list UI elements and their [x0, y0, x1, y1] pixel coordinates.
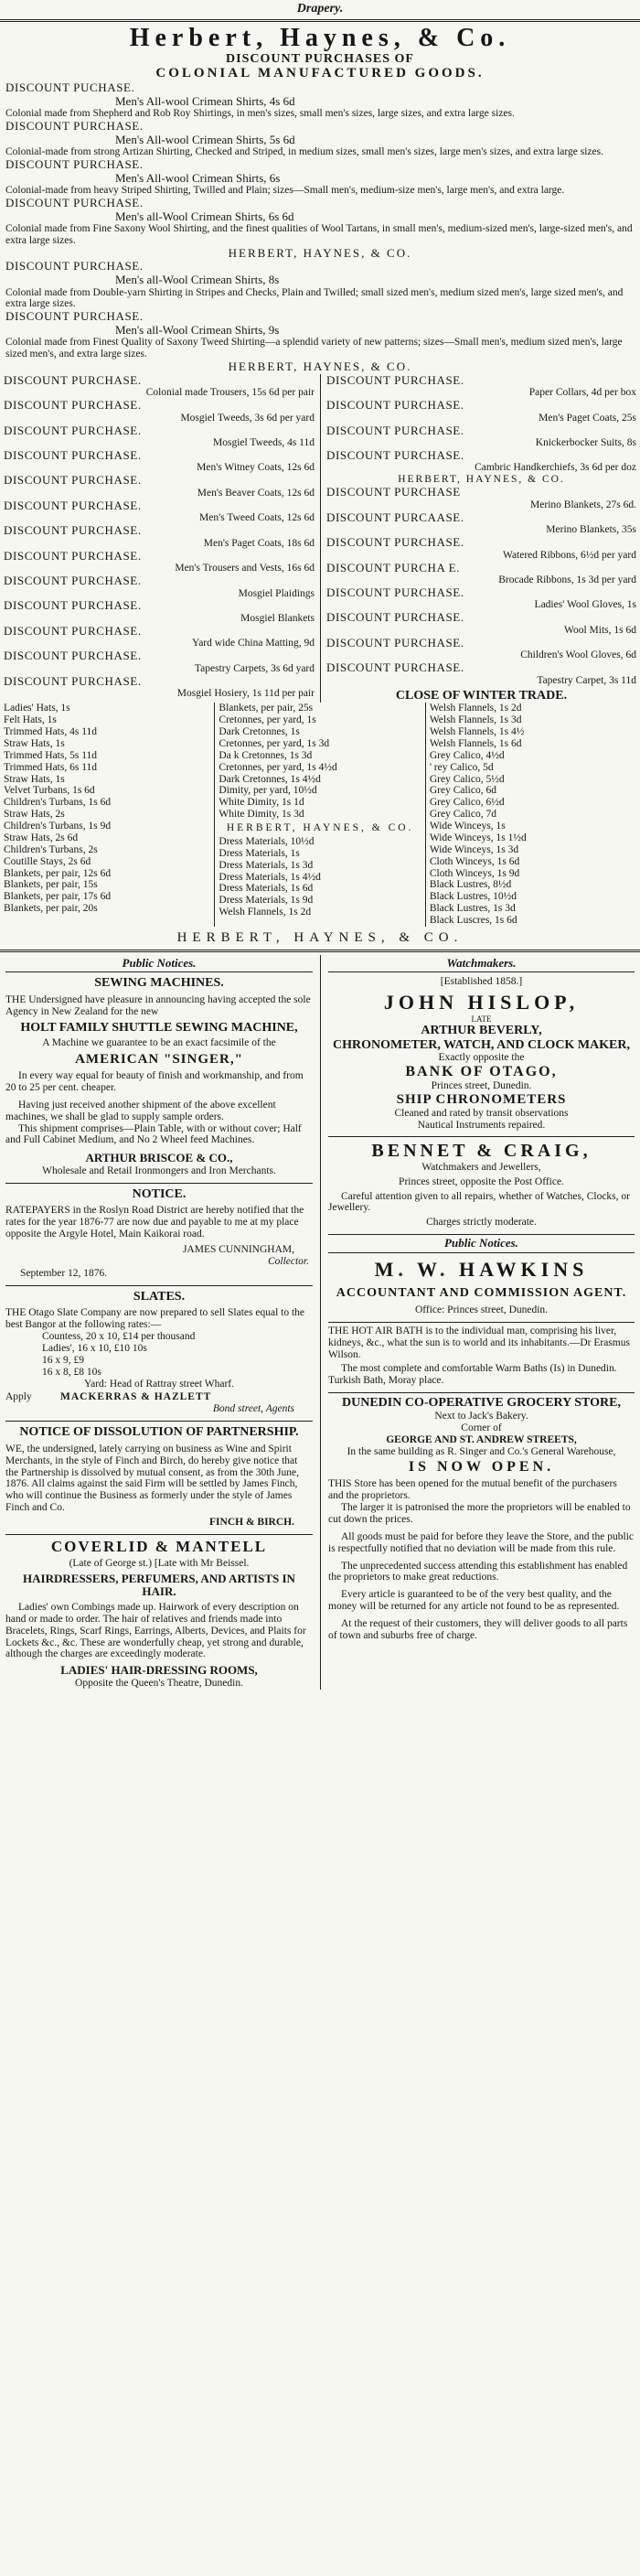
winter-item: White Dimity, 1s 3d	[219, 809, 304, 821]
winter-item: Dress Materials, 1s 4½d	[219, 871, 321, 883]
winter-item: Velvet Turbans, 1s 6d	[4, 785, 95, 797]
slates-agents: MACKERRAS & HAZLETT	[60, 1391, 212, 1403]
winter-item: Straw Hats, 2s	[4, 809, 65, 821]
hislop-ship: SHIP CHRONOMETERS	[396, 1091, 567, 1107]
dp-heading: DISCOUNT PURCHASE.	[5, 119, 144, 134]
dp-heading: DISCOUNT PURCHASE.	[4, 623, 142, 638]
rule	[5, 971, 313, 972]
coop-title: DUNEDIN CO-OPERATIVE GROCERY STORE,	[342, 1396, 621, 1411]
hislop-est: [Established 1858.]	[440, 976, 523, 988]
dp-desc: Colonial-made from heavy Striped Shirting, Twilled and Plain; sizes—Small men's, medium-size men's, large men's, and extra large.	[5, 185, 565, 197]
dp-heading: DISCOUNT PURCHASE.	[5, 309, 144, 324]
coop-p3: All goods must be paid for before they leave the Store, and the public is respectfully notified that no deviation will be made from this rule.	[328, 1530, 634, 1554]
winter-item: Wide Winceys, 1s	[429, 821, 506, 832]
lower-left-column	[5, 955, 320, 1690]
coop-streets: GEORGE AND ST. ANDREW STREETS,	[386, 1433, 577, 1445]
slates-title: SLATES.	[133, 1289, 186, 1304]
winter-item: Welsh Flannels, 1s 6d	[429, 737, 522, 749]
dp-heading: DISCOUNT PURCHASE.	[326, 660, 464, 675]
winter-item: Welsh Flannels, 1s 4½	[429, 726, 525, 738]
dp-heading: DISCOUNT PURCHASE.	[326, 610, 464, 625]
winter-item: Wide Winceys, 1s 1½d	[429, 832, 527, 843]
coop-same: In the same building as R. Singer and Co.'s General Warehouse,	[347, 1445, 616, 1457]
winter-item: White Dimity, 1s 1d	[219, 797, 304, 809]
winter-item: Black Lustres, 8½d	[429, 879, 512, 891]
winter-item: Dress Materials, 1s 3d	[219, 859, 314, 871]
sewing-p2: A Machine we guarantee to be an exact facsimile of the	[42, 1037, 276, 1049]
hotair-body: THE HOT AIR BATH is to the individual man, comprising his liver, kidneys, &c., what the sun is to world and its inhabitants.—Dr Erasmus Wilson.	[328, 1325, 630, 1360]
dp-item: Men's Witney Coats, 12s 6d	[197, 462, 315, 474]
coverlid-title: COVERLID & MANTELL	[50, 1537, 268, 1555]
dp-left-column	[4, 374, 320, 703]
coverlid-rooms: LADIES' HAIR-DRESSING ROOMS,	[60, 1663, 258, 1678]
hhc-title: Herbert, Haynes, & Co.	[129, 23, 511, 52]
dp-item: Wool Mits, 1s 6d	[564, 624, 636, 636]
hislop-late-name: ARTHUR BEVERLY,	[421, 1023, 542, 1037]
winter-item: Dress Materials, 1s 9d	[219, 895, 314, 907]
coverlid-late: (Late of George st.) [Late with Mr Beissel.	[69, 1557, 250, 1569]
coop-p1: THIS Store has been opened for the mutual benefit of the purchasers and the proprietors.	[328, 1478, 617, 1502]
dp-item: Men's Paget Coats, 25s	[539, 412, 636, 424]
winter-item: Black Lustres, 10½d	[429, 891, 517, 903]
winter-item: Black Lustres, 1s 3d	[429, 903, 516, 915]
dp-heading: DISCOUNT PUCHASE.	[5, 80, 135, 95]
dp-item: Paper Collars, 4d per box	[528, 387, 636, 399]
winter-item: Grey Calico, 6½d	[429, 797, 505, 809]
winter-item: Cretonnes, per yard, 1s 3d	[219, 737, 330, 749]
hotair-body2: The most complete and comfortable Warm Baths (Is) in Dunedin. Turkish Bath, Moray place.	[328, 1363, 617, 1387]
dp-columns	[0, 374, 640, 703]
winter-column-1	[4, 703, 214, 927]
rule	[328, 1234, 635, 1235]
dp-desc: Colonial-made from strong Artizan Shirting, Checked and Striped, in medium sizes, small men's sizes, large men's sizes, and extra large sizes.	[5, 146, 603, 158]
winter-item: Straw Hats, 1s	[4, 737, 65, 749]
notice-name: JAMES CUNNINGHAM,	[182, 1243, 294, 1255]
dp-desc: Colonial made from Finest Quality of Saxony Tweed Shirting—a splendid variety of new patterns; sizes—Small men's, medium sized men's, large sized men's, and extra large sizes.	[5, 337, 623, 360]
public-notices-heading: Public Notices.	[122, 955, 197, 970]
sewing-firm: ARTHUR BRISCOE & CO.,	[85, 1151, 233, 1165]
dp-heading: DISCOUNT PURCHASE.	[326, 398, 464, 413]
dp-item: Men's Tweed Coats, 12s 6d	[199, 512, 315, 524]
hislop-exact: Exactly opposite the	[438, 1052, 525, 1064]
dp-heading: DISCOUNT PURCHASE.	[4, 473, 142, 488]
slates-row: 16 x 9, £9	[42, 1354, 84, 1366]
hislop-advert	[328, 976, 635, 1131]
winter-item: Black Luscres, 1s 6d	[429, 915, 517, 927]
winter-item: Welsh Flannels, 1s 2d	[219, 907, 312, 918]
winter-c2-firm: HERBERT, HAYNES, & CO.	[226, 822, 414, 834]
dissolution-body: WE, the undersigned, lately carrying on business as Wine and Spirit Merchants, in the style of Finch and Birch, do hereby give notice that the Partnership is dissolved by mutual consent, as from the 30th June, 1876. All claims against the said Firm will be settled by James Finch, who will continue the Business as formerly under the style of James Finch and Co.	[5, 1443, 299, 1514]
hislop-naut: Nautical Instruments repaired.	[417, 1119, 546, 1131]
slates-body: THE Otago Slate Company are now prepared to sell Slates equal to the best Bangor at the following rates:—	[5, 1307, 305, 1331]
hislop-late: LATE	[471, 1014, 492, 1024]
hawkins-role: ACCOUNTANT AND COMMISSION AGENT.	[336, 1286, 627, 1301]
dp-item: Mosgiel Blankets	[240, 613, 315, 625]
dp-item: Men's all-Wool Crimean Shirts, 9s	[115, 322, 280, 337]
hhc-blocks	[5, 81, 635, 374]
dissolution-advert	[5, 1425, 313, 1529]
bennet-name: BENNET & CRAIG,	[371, 1141, 592, 1162]
hhc-sub2: COLONIAL MANUFACTURED GOODS.	[155, 66, 485, 81]
dp-heading: DISCOUNT PURCHASE.	[4, 649, 142, 663]
rule	[328, 971, 635, 972]
dp-item: Tapestry Carpet, 3s 11d	[537, 674, 636, 686]
winter-item: Wide Winceys, 1s 3d	[429, 843, 519, 855]
dp-item: Men's Beaver Coats, 12s 6d	[197, 487, 315, 499]
dp-heading: DISCOUNT PURCHASE.	[326, 372, 464, 387]
winter-item: Dress Materials, 10½d	[219, 835, 315, 847]
dp-heading: DISCOUNT PURCHASE.	[326, 447, 464, 462]
winter-item: Dark Cretonnes, 1s 4½d	[219, 773, 321, 785]
dp-heading: DISCOUNT PURCHASE.	[5, 157, 144, 172]
firm-bottom: HERBERT, HAYNES, & CO.	[176, 929, 464, 945]
hhc-sub1: DISCOUNT PURCHASES OF	[226, 51, 414, 66]
winter-item: Children's Turbans, 1s 9d	[4, 821, 112, 832]
winter-item: Grey Calico, 6d	[429, 785, 496, 797]
dp-item: Tapestry Carpets, 3s 6d yard	[194, 662, 315, 674]
dp-firm-line: HERBERT, HAYNES, & CO.	[398, 474, 565, 486]
dp-item: Men's All-wool Crimean Shirts, 5s 6d	[115, 132, 295, 146]
winter-item: Straw Hats, 1s	[4, 773, 65, 785]
lower-section	[0, 955, 640, 1690]
winter-item: Cloth Winceys, 1s 6d	[429, 855, 520, 867]
dp-heading: DISCOUNT PURCHASE	[326, 485, 461, 499]
coop-p5: Every article is guaranteed to be of the very best quality, and the money will be returned for any article not found to be as represented.	[328, 1589, 620, 1613]
slates-advert	[5, 1290, 313, 1416]
hislop-bank: BANK OF OTAGO,	[405, 1064, 558, 1080]
dp-heading: DISCOUNT PURCHASE.	[4, 523, 142, 538]
winter-columns	[0, 703, 640, 927]
slates-yard: Yard: Head of Rattray street Wharf.	[83, 1378, 235, 1390]
hawkins-office: Office: Princes street, Dunedin.	[414, 1304, 549, 1315]
winter-item: Children's Turbans, 2s	[4, 843, 98, 855]
notice-role: Collector.	[267, 1255, 309, 1267]
dp-right-list	[326, 374, 636, 687]
sewing-advert	[5, 976, 313, 1176]
slates-row: Countess, 20 x 10, £14 per thousand	[42, 1331, 196, 1343]
dp-heading: DISCOUNT PURCHASE.	[4, 398, 142, 413]
rule	[328, 1252, 635, 1253]
hawkins-advert	[328, 1259, 635, 1316]
dissolution-title: NOTICE OF DISSOLUTION OF PARTNERSHIP.	[19, 1425, 299, 1440]
dp-heading: DISCOUNT PURCHASE.	[5, 259, 144, 274]
rule	[0, 19, 640, 22]
dp-heading: DISCOUNT PURCHASE.	[4, 673, 142, 688]
dp-item: Cambric Handkerchiefs, 3s 6d per doz	[475, 462, 636, 474]
rule	[328, 1392, 635, 1393]
sewing-title: SEWING MACHINES.	[94, 976, 224, 991]
dp-item: Yard wide China Matting, 9d	[192, 638, 315, 649]
rule	[5, 1183, 313, 1184]
winter-column-3	[425, 703, 636, 927]
winter-c2b-list	[219, 836, 421, 918]
slates-row: 16 x 8, £8 10s	[42, 1366, 101, 1378]
winter-item: Blankets, per pair, 12s 6d	[4, 867, 112, 879]
dp-item: Brocade Ribbons, 1s 3d per yard	[498, 574, 636, 586]
hotair-advert	[328, 1326, 635, 1387]
dp-heading: DISCOUNT PURCAASE.	[326, 510, 464, 524]
dp-item: Men's Trousers and Vests, 16s 6d	[175, 563, 315, 574]
slates-rows	[5, 1331, 313, 1379]
rule	[328, 1322, 635, 1323]
winter-item: Trimmed Hats, 6s 11d	[4, 761, 98, 773]
winter-item: Blankets, per pair, 20s	[4, 903, 98, 915]
dp-item: Men's All-wool Crimean Shirts, 6s	[115, 170, 281, 185]
dp-item: Mosgiel Tweeds, 3s 6d per yard	[180, 412, 315, 424]
hhc-top-advert	[0, 25, 640, 374]
dp-right-column	[320, 374, 636, 703]
dp-item: Watered Ribbons, 6½d per yard	[503, 549, 636, 561]
winter-item: Cretonnes, per yard, 1s	[219, 714, 316, 726]
watchmakers-heading: Watchmakers.	[446, 955, 517, 970]
dp-desc: Colonial made from Double-yarn Shirting in Stripes and Checks, Plain and Twilled; small sized men's, medium sized men's, large sized men's, and extra large sizes.	[5, 286, 624, 310]
bennet-advert	[328, 1141, 635, 1229]
winter-column-2	[214, 703, 424, 927]
notice-advert	[5, 1187, 313, 1280]
dp-item: Children's Wool Gloves, 6d	[520, 649, 636, 661]
hislop-clean: Cleaned and rated by transit observations	[394, 1107, 569, 1119]
winter-item: Cretonnes, per yard, 1s 4½d	[219, 761, 337, 773]
winter-item: Coutille Stays, 2s 6d	[4, 855, 91, 867]
dp-item: Men's Paget Coats, 18s 6d	[203, 537, 315, 549]
sewing-american: AMERICAN "SINGER,"	[75, 1052, 243, 1068]
sewing-p1: THE Undersigned have pleasure in announcing having accepted the sole Agency in New Zealand for the new	[5, 993, 311, 1017]
hhc-firm-line: HERBERT, HAYNES, & CO.	[228, 245, 412, 260]
sewing-p5: This shipment comprises—Plain Table, with or without cover; Half and Full Cabinet Medium, and No 2 Wheel feed Machines.	[5, 1122, 302, 1146]
dp-item: Men's All-wool Crimean Shirts, 4s 6d	[115, 93, 295, 108]
notice-title: NOTICE.	[132, 1186, 187, 1201]
winter-item: Trimmed Hats, 5s 11d	[4, 749, 98, 761]
dp-heading: DISCOUNT PURCHASE.	[5, 196, 144, 210]
rule	[5, 1285, 313, 1286]
dp-item: Colonial made Trousers, 15s 6d per pair	[145, 387, 315, 399]
sewing-p3: In every way equal for beauty of finish and workmanship, and from 20 to 25 per cent. cheaper.	[5, 1070, 304, 1093]
dp-heading: DISCOUNT PURCHA E.	[326, 560, 460, 574]
winter-item: ' rey Calico, 5d	[429, 761, 494, 773]
winter-item: Welsh Flannels, 1s 2d	[429, 703, 522, 714]
dp-item: Ladies' Wool Gloves, 1s	[534, 599, 636, 611]
winter-item: Welsh Flannels, 1s 3d	[429, 714, 522, 726]
bennet-addr: Princes street, opposite the Post Office.	[399, 1175, 564, 1187]
winter-item: Blankets, per pair, 15s	[4, 879, 98, 891]
dp-item: Mosgiel Tweeds, 4s 11d	[213, 437, 315, 449]
coop-p2: The larger it is patronised the more the proprietors will be enabled to cut down the prices.	[328, 1502, 631, 1525]
winter-item: Dress Materials, 1s 6d	[219, 883, 314, 895]
winter-item: Felt Hats, 1s	[4, 714, 57, 726]
winter-item: Blankets, per pair, 25s	[219, 703, 314, 714]
notice-body: RATEPAYERS in the Roslyn Road District are hereby notified that the rates for the year 1876-77 are now due and payable to me at my place opposite the Argyle Hotel, Main Kaikorai road.	[5, 1205, 304, 1240]
hislop-trade: CHRONOMETER, WATCH, AND CLOCK MAKER,	[332, 1037, 630, 1052]
winter-item: Da k Cretonnes, 1s 3d	[219, 749, 313, 761]
rule	[0, 950, 640, 952]
dp-item: Mosgiel Hosiery, 1s 11d per pair	[176, 688, 315, 700]
winter-item: Trimmed Hats, 4s 11d	[4, 726, 98, 738]
winter-item: Dark Cretonnes, 1s	[219, 726, 300, 738]
dp-item: Knickerbocker Suits, 8s	[535, 437, 636, 449]
rule	[5, 1421, 313, 1422]
dp-heading: DISCOUNT PURCHASE.	[326, 585, 464, 599]
notice-date: September 12, 1876.	[20, 1267, 108, 1279]
dp-heading: DISCOUNT PURCHASE.	[326, 535, 464, 550]
winter-item: Grey Calico, 7d	[429, 809, 496, 821]
hislop-name: JOHN HISLOP,	[383, 991, 580, 1014]
winter-item: Children's Turbans, 1s 6d	[4, 797, 112, 809]
winter-title: CLOSE OF WINTER TRADE.	[395, 688, 568, 703]
rule	[5, 1534, 313, 1535]
coop-next: Next to Jack's Bakery.	[434, 1410, 528, 1422]
dp-desc: Colonial made from Fine Saxony Wool Shirting, and the finest qualities of Wool Tartans, in small men's, medium-sized men's, large-sized men's, and extra large sizes.	[5, 223, 633, 247]
dp-heading: DISCOUNT PURCHASE.	[4, 447, 142, 462]
coverlid-sub: HAIRDRESSERS, PERFUMERS, AND ARTISTS IN HAIR.	[23, 1571, 295, 1599]
hislop-addr: Princes street, Dunedin.	[431, 1079, 532, 1091]
bennet-charges: Charges strictly moderate.	[426, 1217, 537, 1229]
dp-heading: DISCOUNT PURCHASE.	[326, 423, 464, 437]
dp-heading: DISCOUNT PURCHASE.	[326, 635, 464, 649]
winter-item: Dimity, per yard, 10½d	[219, 785, 317, 797]
dissolution-firm: FINCH & BIRCH.	[209, 1517, 294, 1529]
section-heading-drapery: Drapery.	[296, 2, 344, 16]
coop-corner: Corner of	[461, 1422, 502, 1433]
dp-heading: DISCOUNT PURCHASE.	[4, 423, 142, 437]
dp-heading: DISCOUNT PURCHASE.	[4, 548, 142, 563]
dp-item: Men's all-Wool Crimean Shirts, 6s 6d	[115, 209, 294, 223]
sewing-p4: Having just received another shipment of the above excellent machines, we shall be glad to supply sample orders.	[5, 1099, 276, 1122]
dp-item: Mosgiel Plaidings	[238, 587, 315, 599]
winter-item: Straw Hats, 2s 6d	[4, 832, 79, 843]
dp-item: Merino Blankets, 27s 6d.	[530, 499, 636, 510]
dp-heading: DISCOUNT PURCHASE.	[4, 598, 142, 613]
winter-item: Blankets, per pair, 17s 6d	[4, 891, 112, 903]
coverlid-addr: Opposite the Queen's Theatre, Dunedin.	[75, 1677, 243, 1689]
sewing-firm-desc: Wholesale and Retail Ironmongers and Iron Merchants.	[42, 1165, 276, 1176]
slates-apply: Apply	[5, 1391, 32, 1403]
coop-p4: The unprecedented success attending this establishment has enabled the proprietors to make great reductions.	[328, 1560, 628, 1583]
hawkins-name: M. W. HAWKINS	[374, 1257, 589, 1281]
dp-heading: DISCOUNT PURCHASE.	[4, 372, 142, 387]
winter-item: Ladies' Hats, 1s	[4, 703, 70, 714]
dp-item: Men's all-Wool Crimean Shirts, 8s	[115, 272, 280, 286]
lower-right-column	[320, 955, 635, 1690]
slates-agents-addr: Bond street, Agents	[212, 1403, 294, 1415]
coop-p6: At the request of their customers, they will deliver goods to all parts of town and suburbs free of charge.	[328, 1618, 628, 1641]
coop-advert	[328, 1396, 635, 1642]
coverlid-advert	[5, 1538, 313, 1690]
dp-desc: Colonial made from Shepherd and Rob Roy Shirtings, in men's sizes, small men's sizes, large sizes, and extra large sizes.	[5, 108, 515, 120]
bennet-body: Careful attention given to all repairs, whether of Watches, Clocks, or Jewellery.	[328, 1190, 630, 1214]
dp-heading: DISCOUNT PURCHASE.	[4, 498, 142, 512]
hhc-firm-mid: HERBERT, HAYNES, & CO.	[228, 360, 412, 374]
slates-row: Ladies', 16 x 10, £10 10s	[42, 1342, 147, 1354]
sewing-name: HOLT FAMILY SHUTTLE SEWING MACHINE,	[20, 1020, 298, 1035]
winter-item: Dress Materials, 1s	[219, 847, 300, 859]
bennet-trade: Watchmakers and Jewellers,	[421, 1161, 541, 1173]
coop-open: IS NOW OPEN.	[408, 1459, 555, 1476]
coverlid-body: Ladies' own Combings made up. Hairwork of every description on hand or made to order. The hair of relatives and friends made into Bracelets, Rings, Scarf Rings, Earrings, Alberts, Devices, and Plaits for Lockets &c., &c. These are wonderfully cheap, yet strong and durable, although the charges are exceedingly moderate.	[5, 1601, 306, 1660]
winter-item: Grey Calico, 5½d	[429, 773, 505, 785]
winter-item: Cloth Winceys, 1s 9d	[429, 867, 520, 879]
winter-item: Grey Calico, 4½d	[429, 749, 505, 761]
public-notices-heading-2: Public Notices.	[444, 1236, 518, 1250]
winter-c2-list	[219, 703, 421, 821]
dp-heading: DISCOUNT PURCHASE.	[4, 574, 142, 588]
dp-item: Merino Blankets, 35s	[546, 524, 636, 536]
rule	[328, 1136, 635, 1137]
